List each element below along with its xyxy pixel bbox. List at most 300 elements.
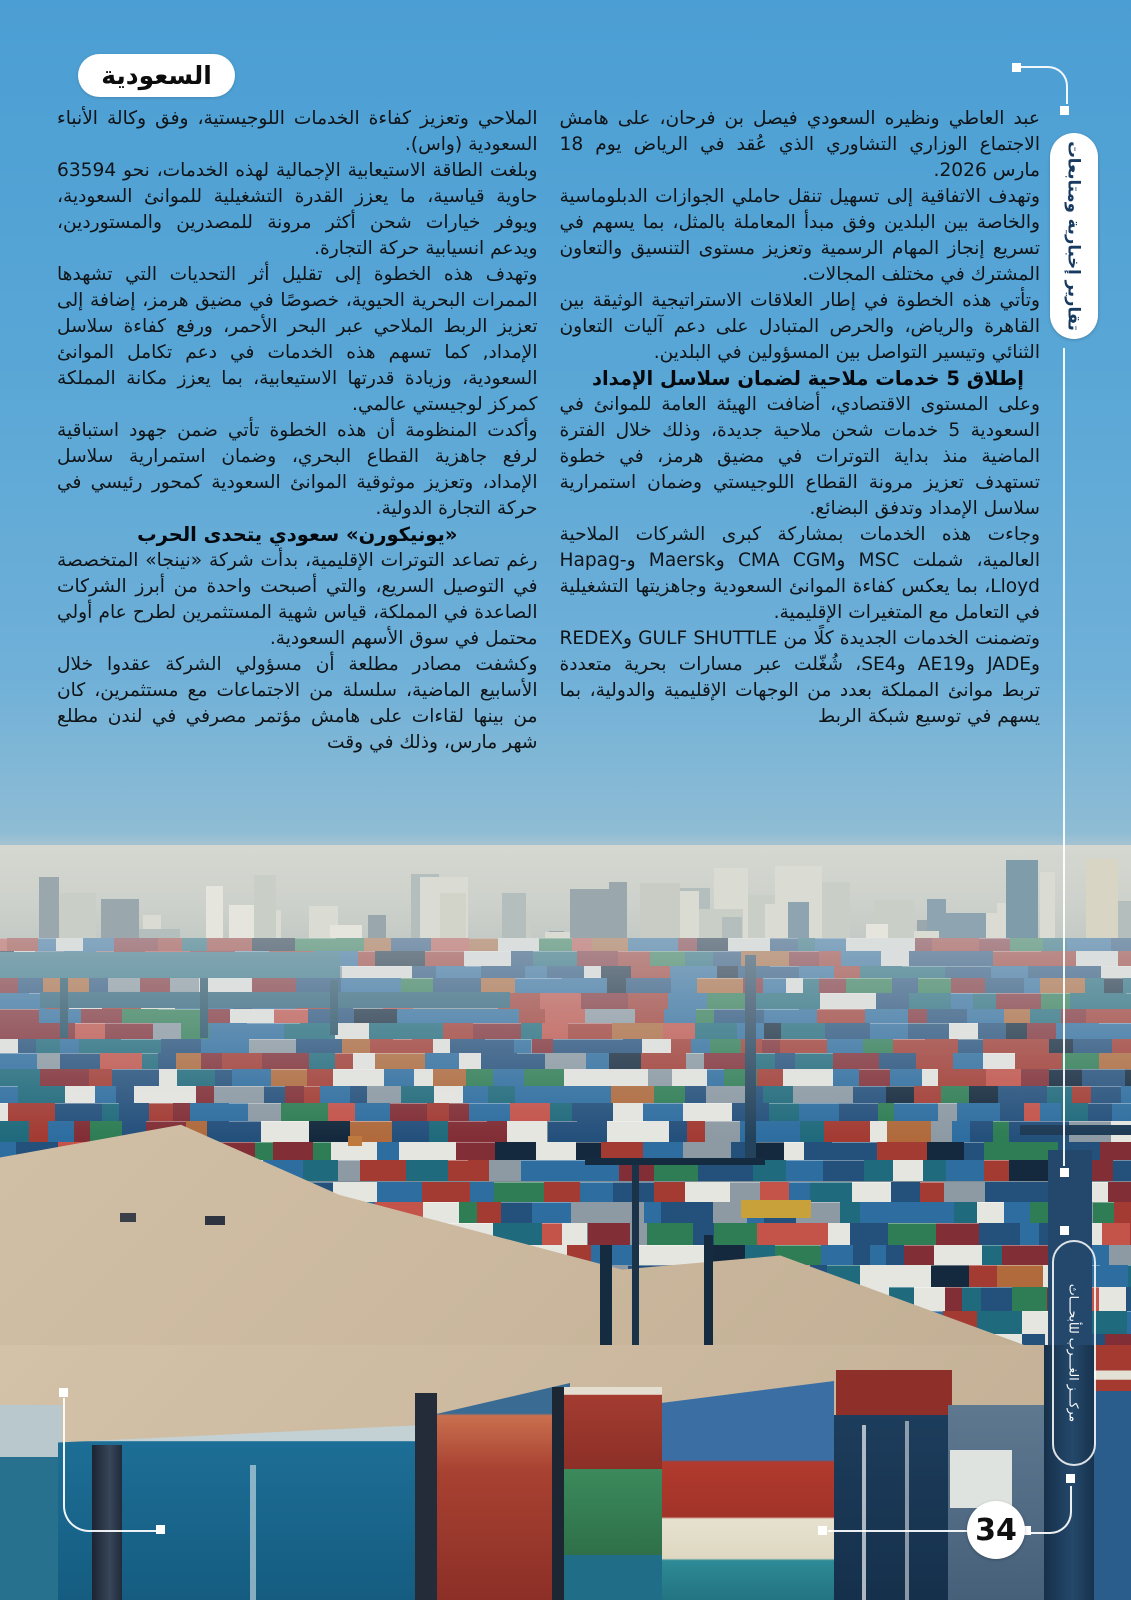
container-block xyxy=(0,1009,39,1023)
container-block xyxy=(60,1039,79,1053)
container-block xyxy=(182,938,208,951)
container-block xyxy=(0,1053,37,1070)
container-block xyxy=(641,1053,686,1070)
container-block xyxy=(365,978,401,993)
container-block xyxy=(820,993,853,1009)
container-block xyxy=(801,1223,828,1245)
container-block xyxy=(412,1039,434,1053)
container-block xyxy=(116,1086,134,1103)
container-block xyxy=(511,951,533,966)
container-block xyxy=(425,1053,459,1070)
container-block xyxy=(860,1202,887,1222)
container-block xyxy=(524,1069,564,1086)
container-block xyxy=(717,966,738,978)
container-block xyxy=(65,1086,96,1103)
container-block xyxy=(695,1023,737,1039)
container-block xyxy=(464,951,512,966)
container-block xyxy=(786,1160,824,1181)
container-block xyxy=(0,938,7,951)
container-block xyxy=(833,1053,879,1070)
container-block xyxy=(214,1086,263,1103)
section-tab-label: تقارير إخبارية ومتابعات xyxy=(1064,141,1084,331)
container-block xyxy=(781,1023,825,1039)
container-block xyxy=(827,1039,863,1053)
container-block xyxy=(108,978,140,993)
container-block xyxy=(879,1053,916,1070)
container-red-white xyxy=(1094,1345,1131,1391)
container-block xyxy=(392,1121,430,1141)
article-subheading: إطلاق 5 خدمات ملاحية لضمان سلاسل الإمداد xyxy=(591,367,1024,390)
container-block xyxy=(969,1086,998,1103)
container-block xyxy=(433,1039,449,1053)
deco-node xyxy=(1060,106,1069,115)
container-block xyxy=(36,1039,60,1053)
container-block xyxy=(485,1039,514,1053)
container-block xyxy=(834,966,860,978)
container-block xyxy=(798,938,815,951)
container-block xyxy=(1000,1103,1024,1121)
container-block xyxy=(18,1086,65,1103)
container-block xyxy=(757,1069,783,1086)
container-block xyxy=(89,978,108,993)
container-block xyxy=(222,1053,262,1070)
container-block xyxy=(121,1039,161,1053)
container-block xyxy=(803,978,819,993)
container-block xyxy=(661,1202,680,1222)
container-block xyxy=(562,1086,611,1103)
container-block xyxy=(1049,1069,1082,1086)
container-block xyxy=(0,1069,40,1086)
container-block xyxy=(0,993,29,1009)
container-block xyxy=(360,1160,406,1181)
container-block xyxy=(954,951,993,966)
container-block xyxy=(333,1069,357,1086)
container-block xyxy=(353,1053,375,1070)
container-block xyxy=(945,1287,962,1310)
port-equipment xyxy=(40,992,510,1008)
container-block xyxy=(946,1160,984,1181)
container-block xyxy=(406,1160,449,1181)
container-block xyxy=(932,938,979,951)
container-block xyxy=(800,1121,824,1141)
container-block xyxy=(650,951,685,966)
container-block xyxy=(850,1223,888,1245)
container-block xyxy=(783,1069,833,1086)
container-block xyxy=(320,1086,350,1103)
article-column-right xyxy=(560,106,1041,842)
container-block xyxy=(571,1202,618,1222)
container-block xyxy=(18,978,44,993)
container-block xyxy=(815,1086,854,1103)
container-block xyxy=(79,1039,121,1053)
deco-line-horizontal xyxy=(828,1530,968,1532)
container-block xyxy=(672,1069,708,1086)
container-block xyxy=(328,1103,355,1121)
container-block xyxy=(572,938,592,951)
deco-corner xyxy=(63,1398,163,1532)
port-equipment xyxy=(348,1136,362,1146)
container-block xyxy=(714,1223,757,1245)
container-block xyxy=(697,938,728,951)
container-block xyxy=(799,1103,838,1121)
container-block xyxy=(795,1053,834,1070)
container-block xyxy=(893,1160,923,1181)
container-block xyxy=(89,1069,112,1086)
container-block xyxy=(967,1009,1004,1023)
container-block xyxy=(105,1023,153,1039)
container-block xyxy=(687,1121,705,1141)
container-block xyxy=(448,1160,467,1181)
container-block xyxy=(1099,1053,1131,1070)
container-block xyxy=(1022,1311,1043,1334)
container-block xyxy=(449,1103,469,1121)
container-block xyxy=(931,1121,952,1141)
container-block xyxy=(18,1039,35,1053)
container-block xyxy=(931,1265,969,1287)
article-paragraph: الملاحي وتعزيز كفاءة الخدمات اللوجيستية، وفق وكالة الأنباء السعودية (واس). xyxy=(57,108,538,155)
container-block xyxy=(998,1086,1047,1103)
container-block xyxy=(755,993,788,1009)
container-block xyxy=(886,1086,913,1103)
container-block xyxy=(654,1086,685,1103)
port-equipment xyxy=(741,1200,811,1218)
container-block xyxy=(547,966,584,978)
container-block xyxy=(853,993,876,1009)
container-green xyxy=(558,1469,662,1555)
container-block xyxy=(881,951,909,966)
container-block xyxy=(8,1103,56,1121)
container-block xyxy=(770,938,798,951)
container-block xyxy=(864,1160,893,1181)
container-block xyxy=(354,1009,397,1023)
container-corner-post xyxy=(415,1393,437,1600)
container-block xyxy=(134,1086,177,1103)
container-block xyxy=(978,1023,1006,1039)
container-block xyxy=(938,1069,986,1086)
container-block xyxy=(997,1265,1043,1287)
container-block xyxy=(355,1103,390,1121)
container-block xyxy=(639,1023,663,1039)
container-block xyxy=(685,1182,730,1203)
container-block xyxy=(1004,1009,1030,1023)
container-block xyxy=(1125,1069,1131,1086)
container-block xyxy=(466,1069,493,1086)
container-block xyxy=(984,1160,1009,1181)
container-block xyxy=(944,1182,985,1203)
container-block xyxy=(878,1103,894,1121)
container-block xyxy=(577,1121,607,1141)
container-block xyxy=(177,1086,196,1103)
container-block xyxy=(941,1086,969,1103)
container-block xyxy=(100,1053,141,1070)
container-block xyxy=(517,1053,545,1070)
container-block xyxy=(635,1009,664,1023)
container-block xyxy=(914,1086,942,1103)
container-block xyxy=(647,1121,669,1141)
container-block xyxy=(985,1182,1001,1203)
container-block xyxy=(507,1121,547,1141)
container-block xyxy=(890,1069,922,1086)
container-block xyxy=(886,1245,905,1266)
container-block xyxy=(762,1121,800,1141)
container-block xyxy=(804,1142,832,1160)
container-block xyxy=(450,1039,486,1053)
container-block xyxy=(532,1202,571,1222)
container-block xyxy=(763,978,786,993)
page-number: 34 xyxy=(975,1512,1017,1548)
article-paragraph: وتضمنت الخدمات الجديدة كلًا من GULF SHUTTLE وREDEX وJADE وAE19 وSE4، شُغّلت عبر مسارات بحرية متعددة تربط موانئ المملكة بعدد من الوجهات الإقليمية والدولية، بما يسهم في توسيع شبكة الربط xyxy=(559,628,1041,727)
container-block xyxy=(819,951,841,966)
container-block xyxy=(572,1103,613,1121)
container-block xyxy=(821,1245,854,1266)
section-label: السعودية xyxy=(101,61,212,90)
container-block xyxy=(954,1202,977,1222)
container-block xyxy=(953,1053,983,1070)
article-paragraph: رغم تصاعد التوترات الإقليمية، بدأت شركة «نينجا» المتخصصة في التوصيل السريع، والتي أصبحت واحدة من أبرز الشركات الصاعدة في المملكة، قياس شهية المستثمرين لطرح عام أولي محتمل في سوق الأسهم السعودية. xyxy=(57,550,538,649)
container-block xyxy=(501,1202,533,1222)
container-block xyxy=(377,1142,398,1160)
container-block xyxy=(923,1160,946,1181)
container-block xyxy=(407,1023,443,1039)
container-block xyxy=(404,951,424,966)
deco-node xyxy=(1060,1226,1069,1235)
container-block xyxy=(970,1121,993,1141)
container-block xyxy=(870,1121,886,1141)
container-block xyxy=(367,1086,401,1103)
container-block xyxy=(295,938,337,951)
deco-corner xyxy=(1020,66,1068,104)
container-block xyxy=(514,1039,531,1053)
container-block xyxy=(581,993,628,1009)
container-block xyxy=(664,1009,696,1023)
container-block xyxy=(663,1023,695,1039)
container-block xyxy=(1101,966,1131,978)
container-block xyxy=(909,993,951,1009)
container-block xyxy=(60,1053,100,1070)
container-block xyxy=(678,938,697,951)
container-block xyxy=(284,1023,300,1039)
container-block xyxy=(973,993,996,1009)
container-block xyxy=(515,1086,562,1103)
port-equipment xyxy=(745,955,756,1165)
container-block xyxy=(484,1009,519,1023)
container-block xyxy=(161,1039,200,1053)
container-block xyxy=(945,966,991,978)
container-block xyxy=(75,1023,105,1039)
container-block xyxy=(521,1160,555,1181)
container-block xyxy=(264,1086,286,1103)
container-block xyxy=(542,1023,568,1039)
container-block xyxy=(229,1103,248,1121)
container-block xyxy=(271,1069,308,1086)
container-block xyxy=(37,1053,60,1070)
container-block xyxy=(893,1039,925,1053)
container-block xyxy=(102,1103,118,1121)
container-block xyxy=(894,1103,938,1121)
container-block xyxy=(401,1086,434,1103)
section-label-badge xyxy=(78,54,235,97)
container-block xyxy=(481,1053,517,1070)
container-block xyxy=(1121,1086,1131,1103)
container-block xyxy=(390,1103,427,1121)
container-block xyxy=(981,1287,1012,1310)
port-equipment xyxy=(200,978,208,1038)
container-block xyxy=(215,1069,232,1086)
container-block xyxy=(459,1202,477,1222)
container-block xyxy=(1004,1202,1029,1222)
container-block xyxy=(833,1069,858,1086)
container-block xyxy=(612,1023,639,1039)
container-block xyxy=(469,938,497,951)
container-block xyxy=(1108,1182,1131,1203)
container-block xyxy=(1126,993,1131,1009)
container-block xyxy=(685,1086,706,1103)
container-block xyxy=(307,1069,333,1086)
container-block xyxy=(519,1009,545,1023)
container-block xyxy=(679,1202,713,1222)
container-block xyxy=(1100,1265,1128,1287)
port-equipment xyxy=(205,1216,225,1225)
container-block xyxy=(938,1103,956,1121)
container-block xyxy=(364,938,392,951)
container-block xyxy=(1093,1202,1114,1222)
container-block xyxy=(852,1182,892,1203)
container-block xyxy=(562,1223,587,1245)
deco-node xyxy=(1060,1168,1069,1177)
container-block xyxy=(443,1023,473,1039)
container-door-hinge xyxy=(250,1465,256,1600)
section-tab xyxy=(1050,133,1098,339)
container-block xyxy=(1010,938,1043,951)
container-block xyxy=(870,1245,886,1266)
container-block xyxy=(1047,1086,1072,1103)
container-roof xyxy=(0,1405,62,1465)
container-block xyxy=(1053,966,1101,978)
container-block xyxy=(1100,1142,1131,1160)
container-block xyxy=(487,1121,507,1141)
container-block xyxy=(273,1142,313,1160)
container-block xyxy=(209,1023,247,1039)
container-block xyxy=(1076,951,1118,966)
deco-node xyxy=(818,1526,827,1535)
container-block xyxy=(1040,1103,1061,1121)
container-block xyxy=(170,978,200,993)
article-column-left xyxy=(57,106,538,842)
container-block xyxy=(448,1121,488,1141)
container-block xyxy=(153,1023,181,1039)
container-block xyxy=(870,1023,907,1039)
container-block xyxy=(607,1121,647,1141)
container-block xyxy=(964,1142,984,1160)
container-block xyxy=(397,1009,443,1023)
container-block xyxy=(799,1009,817,1023)
container-block xyxy=(393,1039,412,1053)
container-block xyxy=(977,1311,1022,1334)
container-block xyxy=(936,1223,979,1245)
container-block xyxy=(309,1121,350,1141)
container-block xyxy=(887,1202,916,1222)
container-block xyxy=(249,1039,296,1053)
container-block xyxy=(401,978,433,993)
container-block xyxy=(489,1160,521,1181)
container-block xyxy=(0,1086,18,1103)
container-block xyxy=(201,1039,249,1053)
container-block xyxy=(1006,1023,1027,1039)
port-equipment xyxy=(330,980,338,1035)
article-paragraph: وعلى المستوى الاقتصادي، أضافت الهيئة العامة للموانئ في السعودية 5 خدمات شحن ملاحية جديدة، وذلك خلال الفترة الماضية منذ بداية التوترات في مضيق هرمز، في خطوة تستهدف تعزيز مرونة القطاع اللوجيستي وضمان استمرارية سلاسل الإمداد وتدفق البضائع. xyxy=(559,394,1040,519)
container-block xyxy=(342,966,389,978)
deco-corner xyxy=(1028,1486,1072,1534)
container-block xyxy=(229,1121,261,1141)
container-block xyxy=(375,951,405,966)
deco-line-vertical xyxy=(1063,348,1065,1166)
container-block xyxy=(784,1142,804,1160)
container-block xyxy=(853,1245,870,1266)
container-block xyxy=(793,1086,814,1103)
container-block xyxy=(908,1009,926,1023)
container-block xyxy=(470,1182,494,1203)
container-block xyxy=(536,1142,576,1160)
container-block xyxy=(763,1086,794,1103)
container-block xyxy=(877,1142,927,1160)
container-block xyxy=(643,1103,683,1121)
container-block xyxy=(568,1023,612,1039)
container-block xyxy=(56,938,83,951)
container-block xyxy=(846,978,891,993)
container-block xyxy=(671,978,697,993)
container-block xyxy=(375,1053,425,1070)
deco-node xyxy=(59,1388,68,1397)
container-block xyxy=(0,1103,8,1121)
photo-credit-label: مركـــز الغـــرب للأبحـــاث xyxy=(1066,1283,1082,1423)
container-block xyxy=(977,1202,1004,1222)
container-block xyxy=(952,1121,971,1141)
container-teal xyxy=(558,1555,662,1600)
container-block xyxy=(951,978,986,993)
container-block xyxy=(422,1182,470,1203)
container-block xyxy=(859,1069,891,1086)
container-block xyxy=(865,1009,908,1023)
container-block xyxy=(642,1039,672,1053)
container-block xyxy=(644,1202,661,1222)
container-block xyxy=(0,1039,18,1053)
container-block xyxy=(48,1121,74,1141)
container-block xyxy=(336,938,363,951)
container-block xyxy=(706,1086,745,1103)
container-block xyxy=(545,1009,585,1023)
container-block xyxy=(274,1009,308,1023)
container-block xyxy=(81,1009,121,1023)
container-block xyxy=(544,1182,580,1203)
container-block xyxy=(979,938,1010,951)
container-block xyxy=(707,1069,724,1086)
container-block xyxy=(920,1182,944,1203)
container-block xyxy=(648,1069,671,1086)
container-block xyxy=(494,1182,544,1203)
container-block xyxy=(601,966,631,978)
container-block xyxy=(599,1069,648,1086)
article-subheading: «يونيكورن» سعودي يتحدى الحرب xyxy=(137,523,458,546)
container-block xyxy=(613,1103,643,1121)
container-block xyxy=(668,993,707,1009)
container-block xyxy=(985,978,1023,993)
container-block xyxy=(357,1069,384,1086)
container-block xyxy=(685,951,713,966)
container-block xyxy=(895,1265,931,1287)
article-paragraph: وتهدف هذه الخطوة إلى تقليل أثر التحديات التي تشهدها الممرات البحرية الحيوية، خصوصًا في مضيق هرمز، إضافة إلى تعزيز الربط الملاحي عبر البحر الأحمر، ورفع كفاءة سلاسل الإمداد, كما تسهم هذه الخدمات في دعم تكامل الموانئ السعودية، وزيادة قدرتها الاستيعابية، بما يعزز مكانة المملكة كمركز لوجيستي عالمي. xyxy=(57,264,538,415)
container-block xyxy=(983,1053,1015,1070)
container-block xyxy=(389,966,412,978)
